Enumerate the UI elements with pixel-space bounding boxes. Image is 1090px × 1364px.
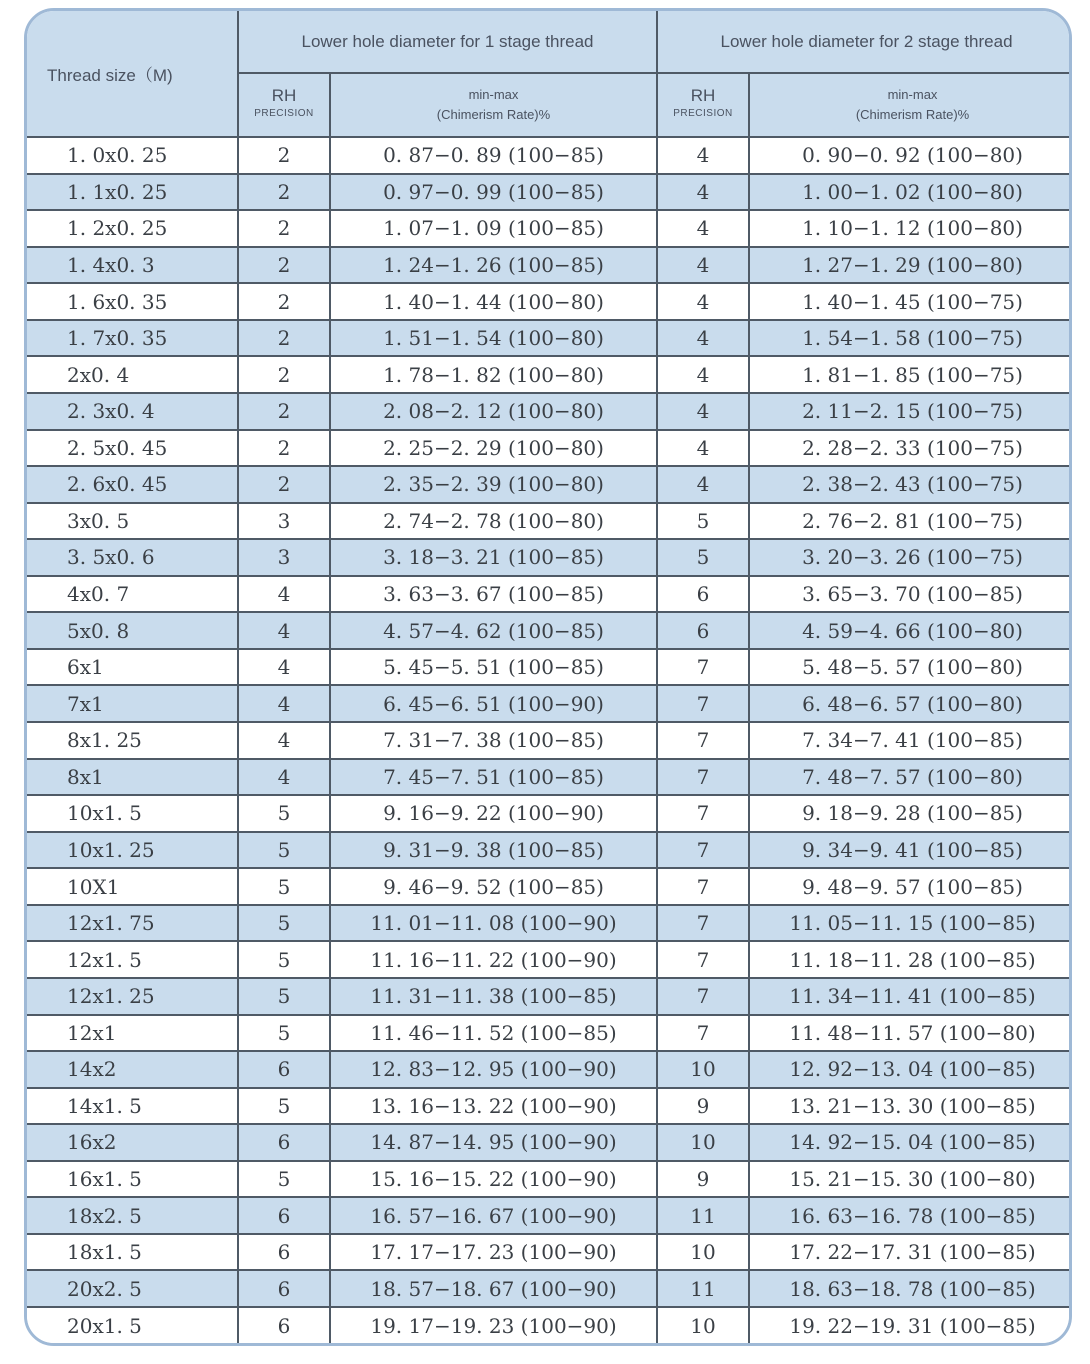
stage1-precision-cell: 5 bbox=[238, 868, 330, 905]
table-row bbox=[27, 1088, 1072, 1125]
stage2-range-cell: 2. 38−2. 43 (100−75) bbox=[749, 466, 1072, 503]
stage1-range-cell: 1. 51−1. 54 (100−80) bbox=[330, 320, 657, 357]
stage2-range-cell: 0. 90−0. 92 (100−80) bbox=[749, 137, 1072, 174]
stage2-range-cell: 12. 92−13. 04 (100−85) bbox=[749, 1051, 1072, 1088]
table-row bbox=[27, 759, 1072, 796]
stage1-precision-cell: 4 bbox=[238, 759, 330, 796]
stage2-precision-cell: 7 bbox=[657, 759, 749, 796]
table-row bbox=[27, 1270, 1072, 1307]
table-row bbox=[27, 905, 1072, 942]
stage2-range-cell: 18. 63−18. 78 (100−85) bbox=[749, 1270, 1072, 1307]
stage2-precision-cell: 9 bbox=[657, 1161, 749, 1198]
stage1-precision-cell: 6 bbox=[238, 1307, 330, 1343]
rate-label: (Chimerism Rate)% bbox=[436, 107, 551, 122]
table-row bbox=[27, 722, 1072, 759]
stage1-precision-cell: 2 bbox=[238, 283, 330, 320]
stage1-precision-cell: 5 bbox=[238, 941, 330, 978]
stage1-range-cell: 11. 46−11. 52 (100−85) bbox=[330, 1015, 657, 1052]
stage1-range-cell: 3. 18−3. 21 (100−85) bbox=[330, 539, 657, 576]
stage2-precision-cell: 4 bbox=[657, 210, 749, 247]
stage2-range-cell: 3. 20−3. 26 (100−75) bbox=[749, 539, 1072, 576]
thread-size-cell: 12x1 bbox=[27, 1015, 238, 1052]
stage2-range-cell: 1. 40−1. 45 (100−75) bbox=[749, 283, 1072, 320]
stage2-precision-cell: 7 bbox=[657, 722, 749, 759]
minmax-label: min-max bbox=[468, 87, 519, 102]
stage2-range-cell: 14. 92−15. 04 (100−85) bbox=[749, 1124, 1072, 1161]
stage2-range-cell: 1. 81−1. 85 (100−75) bbox=[749, 356, 1072, 393]
stage1-range-cell: 14. 87−14. 95 (100−90) bbox=[330, 1124, 657, 1161]
table-body bbox=[27, 137, 1072, 1343]
stage1-precision-cell: 5 bbox=[238, 795, 330, 832]
stage1-range-cell: 16. 57−16. 67 (100−90) bbox=[330, 1197, 657, 1234]
stage1-range-cell: 11. 16−11. 22 (100−90) bbox=[330, 941, 657, 978]
stage2-precision-cell: 7 bbox=[657, 685, 749, 722]
stage1-precision-cell: 6 bbox=[238, 1124, 330, 1161]
thread-size-cell: 12x1. 75 bbox=[27, 905, 238, 942]
stage1-precision-cell: 3 bbox=[238, 539, 330, 576]
stage2-rh-header bbox=[657, 73, 749, 137]
stage2-range-cell: 13. 21−13. 30 (100−85) bbox=[749, 1088, 1072, 1125]
table-row bbox=[27, 978, 1072, 1015]
stage1-range-cell: 17. 17−17. 23 (100−90) bbox=[330, 1234, 657, 1271]
thread-size-cell: 12x1. 5 bbox=[27, 941, 238, 978]
table-row bbox=[27, 137, 1072, 174]
table-row bbox=[27, 393, 1072, 430]
stage2-precision-cell: 4 bbox=[657, 320, 749, 357]
table-row bbox=[27, 1197, 1072, 1234]
stage2-precision-cell: 7 bbox=[657, 905, 749, 942]
thread-size-cell: 8x1. 25 bbox=[27, 722, 238, 759]
table-row bbox=[27, 210, 1072, 247]
thread-size-cell: 10X1 bbox=[27, 868, 238, 905]
stage1-range-cell: 2. 25−2. 29 (100−80) bbox=[330, 430, 657, 467]
stage1-precision-cell: 2 bbox=[238, 320, 330, 357]
thread-size-cell: 1. 1x0. 25 bbox=[27, 174, 238, 211]
stage2-range-cell: 16. 63−16. 78 (100−85) bbox=[749, 1197, 1072, 1234]
stage2-range-cell: 11. 05−11. 15 (100−85) bbox=[749, 905, 1072, 942]
stage1-precision-cell: 2 bbox=[238, 247, 330, 284]
stage2-range-cell: 11. 34−11. 41 (100−85) bbox=[749, 978, 1072, 1015]
stage2-header: Lower hole diameter for 2 stage thread bbox=[657, 11, 1072, 73]
table-row bbox=[27, 503, 1072, 540]
stage1-range-cell: 1. 78−1. 82 (100−80) bbox=[330, 356, 657, 393]
stage2-precision-cell: 7 bbox=[657, 868, 749, 905]
thread-size-cell: 5x0. 8 bbox=[27, 612, 238, 649]
stage1-precision-cell: 5 bbox=[238, 1088, 330, 1125]
thread-size-cell: 10x1. 25 bbox=[27, 832, 238, 869]
stage1-range-cell: 0. 87−0. 89 (100−85) bbox=[330, 137, 657, 174]
table-row bbox=[27, 795, 1072, 832]
table-row bbox=[27, 356, 1072, 393]
stage2-precision-cell: 7 bbox=[657, 1015, 749, 1052]
stage1-range-cell: 18. 57−18. 67 (100−90) bbox=[330, 1270, 657, 1307]
stage1-range-cell: 6. 45−6. 51 (100−90) bbox=[330, 685, 657, 722]
stage1-precision-cell: 5 bbox=[238, 832, 330, 869]
stage2-range-cell: 2. 76−2. 81 (100−75) bbox=[749, 503, 1072, 540]
stage2-precision-cell: 7 bbox=[657, 978, 749, 1015]
stage2-range-cell: 3. 65−3. 70 (100−85) bbox=[749, 576, 1072, 613]
stage2-precision-cell: 4 bbox=[657, 466, 749, 503]
stage2-range-cell: 9. 48−9. 57 (100−85) bbox=[749, 868, 1072, 905]
thread-size-cell: 6x1 bbox=[27, 649, 238, 686]
stage1-precision-cell: 2 bbox=[238, 174, 330, 211]
stage2-precision-cell: 10 bbox=[657, 1234, 749, 1271]
stage1-precision-cell: 5 bbox=[238, 1015, 330, 1052]
stage1-precision-cell: 2 bbox=[238, 210, 330, 247]
stage2-range-cell: 15. 21−15. 30 (100−80) bbox=[749, 1161, 1072, 1198]
thread-size-cell: 1. 7x0. 35 bbox=[27, 320, 238, 357]
thread-size-cell: 1. 4x0. 3 bbox=[27, 247, 238, 284]
thread-size-cell: 2x0. 4 bbox=[27, 356, 238, 393]
stage2-precision-cell: 9 bbox=[657, 1088, 749, 1125]
stage1-precision-cell: 2 bbox=[238, 430, 330, 467]
table-row bbox=[27, 685, 1072, 722]
thread-size-cell: 12x1. 25 bbox=[27, 978, 238, 1015]
thread-size-cell: 20x2. 5 bbox=[27, 1270, 238, 1307]
stage1-range-cell: 19. 17−19. 23 (100−90) bbox=[330, 1307, 657, 1343]
thread-size-cell: 1. 0x0. 25 bbox=[27, 137, 238, 174]
stage1-range-cell: 0. 97−0. 99 (100−85) bbox=[330, 174, 657, 211]
thread-size-cell: 1. 2x0. 25 bbox=[27, 210, 238, 247]
stage2-precision-cell: 4 bbox=[657, 174, 749, 211]
stage2-precision-cell: 11 bbox=[657, 1270, 749, 1307]
stage2-precision-cell: 10 bbox=[657, 1124, 749, 1161]
table-row bbox=[27, 430, 1072, 467]
stage2-range-cell: 9. 34−9. 41 (100−85) bbox=[749, 832, 1072, 869]
stage2-precision-cell: 11 bbox=[657, 1197, 749, 1234]
stage1-range-cell: 1. 40−1. 44 (100−80) bbox=[330, 283, 657, 320]
table-row bbox=[27, 576, 1072, 613]
table-row bbox=[27, 1015, 1072, 1052]
stage1-range-cell: 1. 07−1. 09 (100−85) bbox=[330, 210, 657, 247]
stage2-range-cell: 1. 54−1. 58 (100−75) bbox=[749, 320, 1072, 357]
stage1-range-cell: 9. 31−9. 38 (100−85) bbox=[330, 832, 657, 869]
stage1-range-cell: 7. 31−7. 38 (100−85) bbox=[330, 722, 657, 759]
table-row bbox=[27, 174, 1072, 211]
thread-size-cell: 4x0. 7 bbox=[27, 576, 238, 613]
table-row bbox=[27, 1234, 1072, 1271]
stage2-precision-cell: 7 bbox=[657, 941, 749, 978]
stage2-range-cell: 11. 18−11. 28 (100−85) bbox=[749, 941, 1072, 978]
stage2-range-header bbox=[749, 73, 1072, 137]
stage1-precision-cell: 2 bbox=[238, 466, 330, 503]
thread-size-cell: 3x0. 5 bbox=[27, 503, 238, 540]
thread-table-frame bbox=[24, 8, 1072, 1346]
stage2-range-cell: 11. 48−11. 57 (100−80) bbox=[749, 1015, 1072, 1052]
thread-size-cell: 14x1. 5 bbox=[27, 1088, 238, 1125]
thread-size-cell: 10x1. 5 bbox=[27, 795, 238, 832]
stage2-range-cell: 9. 18−9. 28 (100−85) bbox=[749, 795, 1072, 832]
stage1-range-cell: 9. 16−9. 22 (100−90) bbox=[330, 795, 657, 832]
stage2-precision-cell: 5 bbox=[657, 503, 749, 540]
stage1-precision-cell: 6 bbox=[238, 1234, 330, 1271]
stage1-range-cell: 7. 45−7. 51 (100−85) bbox=[330, 759, 657, 796]
stage2-precision-cell: 6 bbox=[657, 576, 749, 613]
stage1-precision-cell: 4 bbox=[238, 576, 330, 613]
stage2-range-cell: 19. 22−19. 31 (100−85) bbox=[749, 1307, 1072, 1343]
stage2-precision-cell: 4 bbox=[657, 356, 749, 393]
stage1-range-cell: 2. 08−2. 12 (100−80) bbox=[330, 393, 657, 430]
stage1-range-cell: 2. 35−2. 39 (100−80) bbox=[330, 466, 657, 503]
table-row bbox=[27, 466, 1072, 503]
stage2-range-cell: 6. 48−6. 57 (100−80) bbox=[749, 685, 1072, 722]
stage1-precision-cell: 4 bbox=[238, 685, 330, 722]
table-row bbox=[27, 649, 1072, 686]
stage2-precision-cell: 7 bbox=[657, 832, 749, 869]
stage2-precision-cell: 6 bbox=[657, 612, 749, 649]
table-row bbox=[27, 539, 1072, 576]
table-row bbox=[27, 1124, 1072, 1161]
thread-size-cell: 7x1 bbox=[27, 685, 238, 722]
table-row bbox=[27, 320, 1072, 357]
stage2-range-cell: 17. 22−17. 31 (100−85) bbox=[749, 1234, 1072, 1271]
stage1-precision-cell: 4 bbox=[238, 649, 330, 686]
stage1-precision-cell: 4 bbox=[238, 612, 330, 649]
stage1-precision-cell: 2 bbox=[238, 356, 330, 393]
rh-label: RH bbox=[271, 86, 297, 105]
stage2-precision-cell: 4 bbox=[657, 430, 749, 467]
thread-size-cell: 20x1. 5 bbox=[27, 1307, 238, 1343]
stage1-precision-cell: 5 bbox=[238, 905, 330, 942]
stage2-range-cell: 1. 00−1. 02 (100−80) bbox=[749, 174, 1072, 211]
stage2-range-cell: 1. 27−1. 29 (100−80) bbox=[749, 247, 1072, 284]
rate-label: (Chimerism Rate)% bbox=[855, 107, 970, 122]
stage2-precision-cell: 4 bbox=[657, 247, 749, 284]
precision-label: PRECISION bbox=[673, 108, 733, 119]
stage1-precision-cell: 5 bbox=[238, 978, 330, 1015]
stage1-range-cell: 11. 01−11. 08 (100−90) bbox=[330, 905, 657, 942]
thread-size-cell: 14x2 bbox=[27, 1051, 238, 1088]
stage2-range-cell: 5. 48−5. 57 (100−80) bbox=[749, 649, 1072, 686]
stage1-range-cell: 4. 57−4. 62 (100−85) bbox=[330, 612, 657, 649]
thread-hole-table bbox=[27, 11, 1072, 1343]
table-header bbox=[27, 11, 1072, 137]
table-row bbox=[27, 832, 1072, 869]
stage1-precision-cell: 2 bbox=[238, 137, 330, 174]
stage1-range-cell: 12. 83−12. 95 (100−90) bbox=[330, 1051, 657, 1088]
precision-label: PRECISION bbox=[254, 108, 314, 119]
table-row bbox=[27, 283, 1072, 320]
table-row bbox=[27, 612, 1072, 649]
stage2-range-cell: 2. 28−2. 33 (100−75) bbox=[749, 430, 1072, 467]
stage1-range-cell: 2. 74−2. 78 (100−80) bbox=[330, 503, 657, 540]
table-row bbox=[27, 941, 1072, 978]
thread-size-cell: 1. 6x0. 35 bbox=[27, 283, 238, 320]
stage1-precision-cell: 4 bbox=[238, 722, 330, 759]
stage1-range-cell: 15. 16−15. 22 (100−90) bbox=[330, 1161, 657, 1198]
stage1-precision-cell: 6 bbox=[238, 1270, 330, 1307]
stage2-precision-cell: 4 bbox=[657, 283, 749, 320]
stage2-range-cell: 7. 34−7. 41 (100−85) bbox=[749, 722, 1072, 759]
stage1-range-cell: 5. 45−5. 51 (100−85) bbox=[330, 649, 657, 686]
thread-size-cell: 18x2. 5 bbox=[27, 1197, 238, 1234]
stage1-precision-cell: 6 bbox=[238, 1197, 330, 1234]
stage1-range-cell: 1. 24−1. 26 (100−85) bbox=[330, 247, 657, 284]
stage2-precision-cell: 4 bbox=[657, 137, 749, 174]
stage1-range-cell: 11. 31−11. 38 (100−85) bbox=[330, 978, 657, 1015]
thread-size-cell: 2. 6x0. 45 bbox=[27, 466, 238, 503]
stage1-precision-cell: 3 bbox=[238, 503, 330, 540]
stage2-range-cell: 7. 48−7. 57 (100−80) bbox=[749, 759, 1072, 796]
table-row bbox=[27, 1051, 1072, 1088]
thread-size-cell: 16x1. 5 bbox=[27, 1161, 238, 1198]
stage2-precision-cell: 4 bbox=[657, 393, 749, 430]
stage2-range-cell: 4. 59−4. 66 (100−80) bbox=[749, 612, 1072, 649]
stage2-precision-cell: 7 bbox=[657, 795, 749, 832]
rh-label: RH bbox=[690, 86, 716, 105]
thread-size-cell: 2. 3x0. 4 bbox=[27, 393, 238, 430]
stage1-precision-cell: 2 bbox=[238, 393, 330, 430]
table-row bbox=[27, 1307, 1072, 1343]
stage2-range-cell: 1. 10−1. 12 (100−80) bbox=[749, 210, 1072, 247]
stage1-range-cell: 9. 46−9. 52 (100−85) bbox=[330, 868, 657, 905]
thread-size-cell: 16x2 bbox=[27, 1124, 238, 1161]
stage1-precision-cell: 6 bbox=[238, 1051, 330, 1088]
thread-size-header: Thread size（M) bbox=[27, 11, 238, 137]
thread-size-cell: 3. 5x0. 6 bbox=[27, 539, 238, 576]
stage1-range-cell: 3. 63−3. 67 (100−85) bbox=[330, 576, 657, 613]
stage2-range-cell: 2. 11−2. 15 (100−75) bbox=[749, 393, 1072, 430]
stage1-rh-header bbox=[238, 73, 330, 137]
stage1-range-header bbox=[330, 73, 657, 137]
stage2-precision-cell: 7 bbox=[657, 649, 749, 686]
table-row bbox=[27, 247, 1072, 284]
stage2-precision-cell: 10 bbox=[657, 1307, 749, 1343]
table-row bbox=[27, 1161, 1072, 1198]
thread-size-cell: 8x1 bbox=[27, 759, 238, 796]
stage1-range-cell: 13. 16−13. 22 (100−90) bbox=[330, 1088, 657, 1125]
thread-size-cell: 18x1. 5 bbox=[27, 1234, 238, 1271]
thread-size-cell: 2. 5x0. 45 bbox=[27, 430, 238, 467]
table-row bbox=[27, 868, 1072, 905]
stage1-precision-cell: 5 bbox=[238, 1161, 330, 1198]
stage1-header: Lower hole diameter for 1 stage thread bbox=[238, 11, 657, 73]
stage2-precision-cell: 10 bbox=[657, 1051, 749, 1088]
stage2-precision-cell: 5 bbox=[657, 539, 749, 576]
minmax-label: min-max bbox=[887, 87, 938, 102]
